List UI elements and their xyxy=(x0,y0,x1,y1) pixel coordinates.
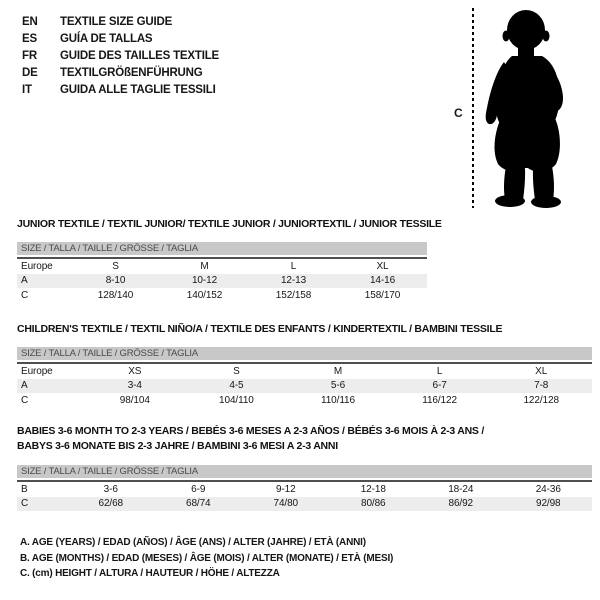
table-cell: 62/68 xyxy=(98,498,124,510)
row-label: C xyxy=(21,289,29,301)
language-title: TEXTILGRÖßENFÜHRUNG xyxy=(60,66,203,79)
row-label: Europe xyxy=(21,365,53,377)
language-row xyxy=(22,13,219,30)
table-cell: 92/98 xyxy=(535,498,561,510)
table-cell: 12-13 xyxy=(280,275,307,287)
table-cell: 14-16 xyxy=(369,275,396,287)
table-cell: 86/92 xyxy=(448,498,474,510)
table-cell: 24-36 xyxy=(535,483,561,495)
language-title: GUIDE DES TAILLES TEXTILE xyxy=(60,49,219,62)
table-cell: 128/140 xyxy=(97,289,134,301)
language-title: GUÍA DE TALLAS xyxy=(60,32,153,45)
table-cell: 116/122 xyxy=(422,394,457,406)
table-row xyxy=(17,364,592,379)
table-cell: 6-9 xyxy=(191,483,206,495)
table-cell: XL xyxy=(376,260,389,272)
language-title: GUIDA ALLE TAGLIE TESSILI xyxy=(60,83,216,96)
table-cell: 4-5 xyxy=(229,380,244,392)
table-cell: 152/158 xyxy=(275,289,312,301)
table-cell: 158/170 xyxy=(364,289,401,301)
table-cell: 80/86 xyxy=(360,498,386,510)
table-cell: 9-12 xyxy=(275,483,296,495)
table-cell: L xyxy=(436,365,443,377)
table-cell: S xyxy=(233,365,240,377)
table-cell: 3-4 xyxy=(127,380,142,392)
table-cell: 122/128 xyxy=(523,394,559,406)
table-cell: XS xyxy=(128,365,142,377)
language-title: TEXTILE SIZE GUIDE xyxy=(60,15,173,28)
section-title-children: CHILDREN'S TEXTILE / TEXTIL NIÑO/A / TEXTILE DES ENFANTS / KINDERTEXTIL / BAMBINI TESSILE xyxy=(17,323,503,335)
table-cell: L xyxy=(290,260,297,272)
row-label: C xyxy=(21,394,29,406)
table-cell: 3-6 xyxy=(103,483,118,495)
table-cell: 68/74 xyxy=(185,498,211,510)
table-cell: M xyxy=(200,260,209,272)
table-row xyxy=(17,497,592,512)
language-list xyxy=(22,13,219,98)
height-measure-line xyxy=(472,8,474,208)
table-cell: XL xyxy=(535,365,548,377)
height-measure-label: C xyxy=(454,106,463,120)
row-label: B xyxy=(21,483,28,495)
language-code: DE xyxy=(22,66,38,79)
table-cell: 5-6 xyxy=(330,380,346,392)
footnote-a: A. AGE (YEARS) / EDAD (AÑOS) / ÂGE (ANS) / ALTER (JAHRE) / ETÀ (ANNI) xyxy=(20,537,366,548)
language-code: IT xyxy=(22,83,32,96)
baby-silhouette xyxy=(482,6,574,208)
table-cell: 110/116 xyxy=(321,394,355,406)
language-row xyxy=(22,81,219,98)
section-title-babies xyxy=(17,424,484,453)
language-code: FR xyxy=(22,49,37,62)
table-cell: 8-10 xyxy=(105,275,126,287)
table-row xyxy=(17,482,592,497)
section-title-line1: BABIES 3-6 MONTH TO 2-3 YEARS / BEBÉS 3-6 MESES A 2-3 AÑOS / BÉBÉS 3-6 MOIS À 2-3 ANS / xyxy=(17,425,485,437)
table-cell: 104/110 xyxy=(219,394,254,406)
footnote-b: B. AGE (MONTHS) / EDAD (MESES) / ÂGE (MOIS) / ALTER (MONATE) / ETÀ (MESI) xyxy=(20,552,394,564)
table-row xyxy=(17,379,592,394)
table-row xyxy=(17,259,427,274)
footnote-c: C. (cm) HEIGHT / ALTURA / HAUTEUR / HÖHE / ALTEZZA xyxy=(20,568,280,579)
size-table-babies xyxy=(17,465,592,511)
size-table-junior xyxy=(17,242,427,303)
row-label: C xyxy=(21,498,29,510)
language-row xyxy=(22,30,219,47)
section-title-junior: JUNIOR TEXTILE / TEXTIL JUNIOR/ TEXTILE JUNIOR / JUNIORTEXTIL / JUNIOR TESSILE xyxy=(17,218,442,230)
table-cell: 74/80 xyxy=(273,498,299,510)
size-header-bar: SIZE / TALLA / TAILLE / GRÖSSE / TAGLIA xyxy=(17,465,592,478)
table-row xyxy=(17,288,427,303)
table-cell: M xyxy=(333,365,343,377)
table-row xyxy=(17,393,592,408)
size-table-children xyxy=(17,347,592,408)
table-cell: 140/152 xyxy=(186,289,223,301)
table-cell: 6-7 xyxy=(432,380,447,392)
table-cell: S xyxy=(112,260,119,272)
language-row xyxy=(22,64,219,81)
language-row xyxy=(22,47,219,64)
size-header-bar: SIZE / TALLA / TAILLE / GRÖSSE / TAGLIA xyxy=(17,242,427,255)
table-cell: 7-8 xyxy=(534,380,549,392)
table-cell: 18-24 xyxy=(448,483,474,495)
table-cell: 98/104 xyxy=(119,394,150,406)
row-label: A xyxy=(21,380,28,392)
footnote-legend xyxy=(20,535,393,582)
language-code: EN xyxy=(22,15,38,28)
language-code: ES xyxy=(22,32,37,45)
table-cell: 10-12 xyxy=(191,275,218,287)
section-title-line2: BABYS 3-6 MONATE BIS 2-3 JAHRE / BAMBINI 3-6 MESI A 2-3 ANNI xyxy=(17,439,338,452)
table-cell: 12-18 xyxy=(360,483,386,495)
row-label: Europe xyxy=(21,260,53,272)
row-label: A xyxy=(21,275,28,287)
size-header-bar: SIZE / TALLA / TAILLE / GRÖSSE / TAGLIA xyxy=(17,347,592,360)
table-row xyxy=(17,274,427,289)
